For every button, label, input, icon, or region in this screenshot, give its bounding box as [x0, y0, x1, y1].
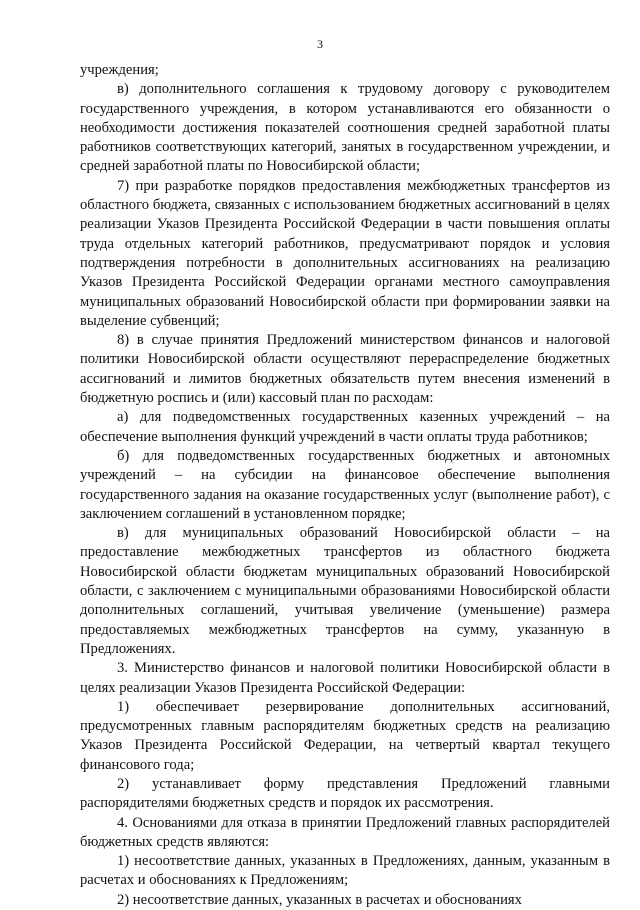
paragraph-section-3-item-2: 2) устанавливает форму представления Предложений главными распорядителями бюджетных средств и порядок их рассмотрения. [80, 775, 610, 812]
paragraph-item-8v: в) для муниципальных образований Новосибирской области – на предоставление межбюджетных трансфертов из областного бюджета Новосибирской области бюджетам муниципальных образований Новосибирской области, с заключением с муниципальными образованиями Новосибирской области дополнительных соглашений, учитывая увеличение (уменьшение) размера предоставляемых межбюджетных трансфертов на сумму, указанную в Предложениях. [80, 525, 610, 657]
paragraph-section-3: 3. Министерство финансов и налоговой политики Новосибирской области в целях реализации Указов Президента Российской Федерации: [80, 660, 610, 696]
paragraph-item-v: в) дополнительного соглашения к трудовому договору с руководителем государственного учреждения, в котором устанавливаются его обязанности о необходимости достижения показателей соотношения средней заработной платы работников соответствующих категорий, занятых в государственном учреждении, и средней заработной платы по Новосибирской области; [80, 81, 610, 175]
paragraph-section-4: 4. Основаниями для отказа в принятии Предложений главных распорядителей бюджетных средств являются: [80, 814, 610, 850]
paragraph-section-4-item-1: 1) несоответствие данных, указанных в Предложениях, данным, указанным в расчетах и обоснованиях к Предложениям; [80, 853, 610, 889]
paragraph-section-3-item-1: 1) обеспечивает резервирование дополнительных ассигнований, предусмотренных главным распорядителям бюджетных средств на реализацию Указов Президента Российской Федерации, на четвертый квартал текущего финансового года; [80, 698, 610, 773]
paragraph-item-8: 8) в случае принятия Предложений министерством финансов и налоговой политики Новосибирской области осуществляют перераспределение бюджетных ассигнований и лимитов бюджетных обязательств путем внесения изменений в бюджетную роспись и (или) кассовый план по расходам: [80, 332, 610, 407]
paragraph-section-4-item-2: 2) несоответствие данных, указанных в расчетах и обоснованиях [117, 891, 522, 908]
document-body [80, 61, 610, 910]
paragraph-item-7: 7) при разработке порядков предоставления межбюджетных трансфертов из областного бюджета, связанных с использованием бюджетных ассигнований в целях реализации Указов Президента Российской Федерации в части повышения оплаты труда отдельных категорий работников, предусматривают порядок и условия подтверждения потребности в дополнительных ассигнованиях на реализацию Указов Президента Российской Федерации органами местного самоуправления муниципальных образований Новосибирской области при формировании заявки на выделение субвенций; [80, 177, 610, 329]
paragraph-item-8b: б) для подведомственных государственных бюджетных и автономных учреждений – на субсидии на финансовое обеспечение выполнения государственного задания на оказание государственных услуг (выполнение работ), с заключением соглашений в установленном порядке; [80, 447, 610, 522]
page-number: 3 [317, 37, 323, 51]
paragraph-item-8a: а) для подведомственных государственных казенных учреждений – на обеспечение выполнения функций учреждений в части оплаты труда работников; [80, 409, 610, 445]
paragraph-continuation: учреждения; [80, 62, 159, 78]
